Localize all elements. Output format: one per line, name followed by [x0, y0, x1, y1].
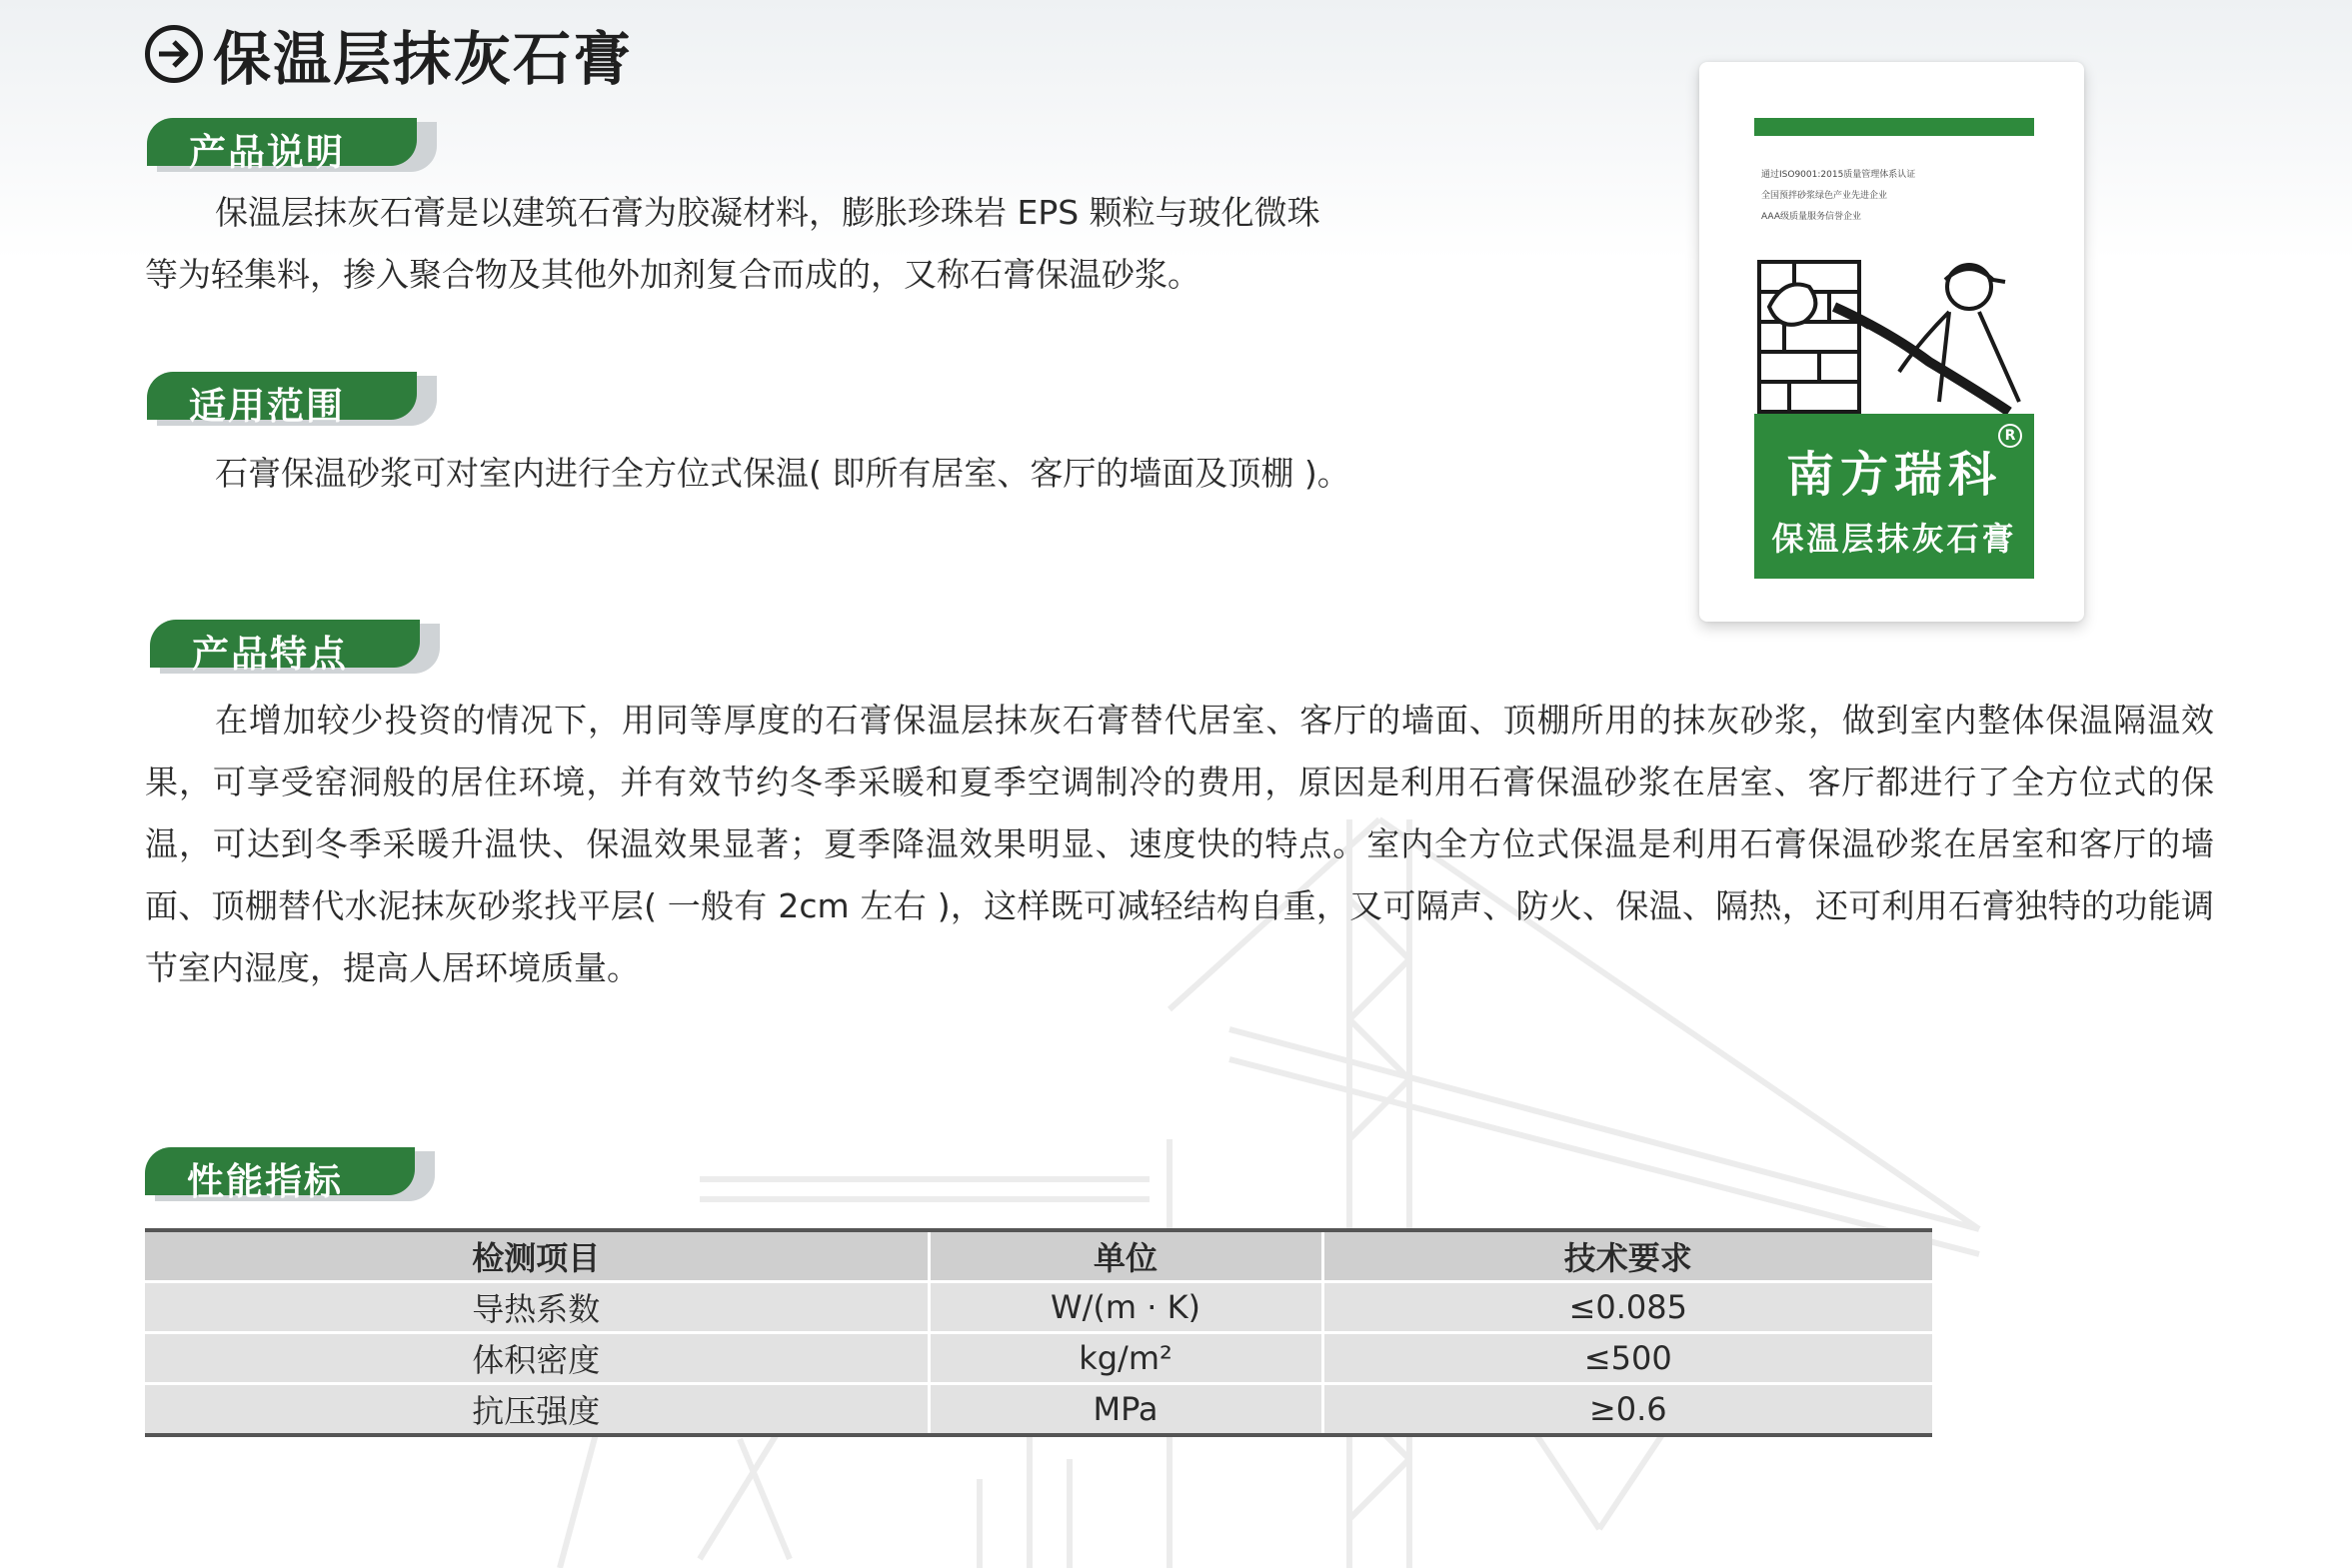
column-header: 技术要求 — [1322, 1230, 1932, 1282]
description-line-2: 等为轻集料，掺入聚合物及其他外加剂复合而成的，又称石膏保温砂浆。 — [145, 255, 1200, 294]
table-cell: 抗压强度 — [145, 1384, 929, 1436]
bag-certifications — [1761, 165, 1915, 228]
section-heading: 性能指标 — [187, 1160, 343, 1203]
product-bag-image — [1699, 62, 2084, 622]
bag-product-name: 保温层抹灰石膏 — [1771, 520, 2017, 558]
table-row — [145, 1282, 1932, 1333]
description-text — [145, 182, 1444, 306]
bag-brand: 南方瑞科 — [1785, 447, 2002, 503]
section-heading: 适用范围 — [189, 385, 345, 428]
bag-stripe — [1754, 118, 2034, 136]
performance-table — [145, 1228, 1932, 1437]
scope-text: 石膏保温砂浆可对室内进行全方位式保温( 即所有居室、客厅的墙面及顶棚 )。 — [215, 454, 1350, 493]
bag-label-panel — [1754, 414, 2034, 579]
title-text: 保温层抹灰石膏 — [213, 25, 634, 93]
features-text: 在增加较少投资的情况下，用同等厚度的石膏保温层抹灰石膏替代居室、客厅的墙面、顶棚所用的抹灰砂浆，做到室内整体保温隔温效果，可享受窑洞般的居住环境，并有效节约冬季采暖和夏季空调制冷的费用，原因是利用石膏保温砂浆在居室、客厅都进行了全方位式的保温，可达到冬季采暖升温快、保温效果显著；夏季降温效果明显、速度快的特点。室内全方位式保温是利用石膏保温砂浆在居室和客厅的墙面、顶棚替代水泥抹灰砂浆找平层( 一般有 2cm 左右 )，这样既可减轻结构自重，又可隔声、防火、保温、隔热，还可利用石膏独特的功能调节室内湿度，提高人居环境质量。 — [145, 701, 2214, 987]
column-header: 单位 — [929, 1230, 1322, 1282]
table-cell: kg/m² — [929, 1333, 1322, 1384]
table-cell: W/(m · K) — [929, 1282, 1322, 1333]
cert-line: AAA级质量服务信誉企业 — [1761, 212, 1861, 222]
table-cell: MPa — [929, 1384, 1322, 1436]
section-heading: 产品特点 — [192, 633, 348, 676]
cert-line: 通过ISO9001:2015质量管理体系认证 — [1761, 170, 1916, 180]
table-row — [145, 1384, 1932, 1436]
section-tab-performance — [145, 1147, 430, 1203]
registered-mark-icon: R — [1998, 424, 2022, 448]
section-heading: 产品说明 — [189, 131, 345, 174]
table-cell: 导热系数 — [145, 1282, 929, 1333]
section-tab-description — [147, 118, 432, 174]
section-tab-features — [150, 620, 435, 676]
table-header-row — [145, 1230, 1932, 1282]
description-line-1: 保温层抹灰石膏是以建筑石膏为胶凝材料，膨胀珍珠岩 EPS 颗粒与玻化微珠 — [215, 193, 1320, 232]
table-cell: 体积密度 — [145, 1333, 929, 1384]
page-title — [145, 12, 633, 96]
cert-line: 全国预拌砂浆绿色产业先进企业 — [1761, 191, 1888, 201]
table-row — [145, 1333, 1932, 1384]
column-header: 检测项目 — [145, 1230, 929, 1282]
table-cell: ≥0.6 — [1322, 1384, 1932, 1436]
section-tab-scope — [147, 372, 432, 428]
arrow-right-circle-icon — [145, 25, 203, 83]
table-cell: ≤500 — [1322, 1333, 1932, 1384]
table-cell: ≤0.085 — [1322, 1282, 1932, 1333]
